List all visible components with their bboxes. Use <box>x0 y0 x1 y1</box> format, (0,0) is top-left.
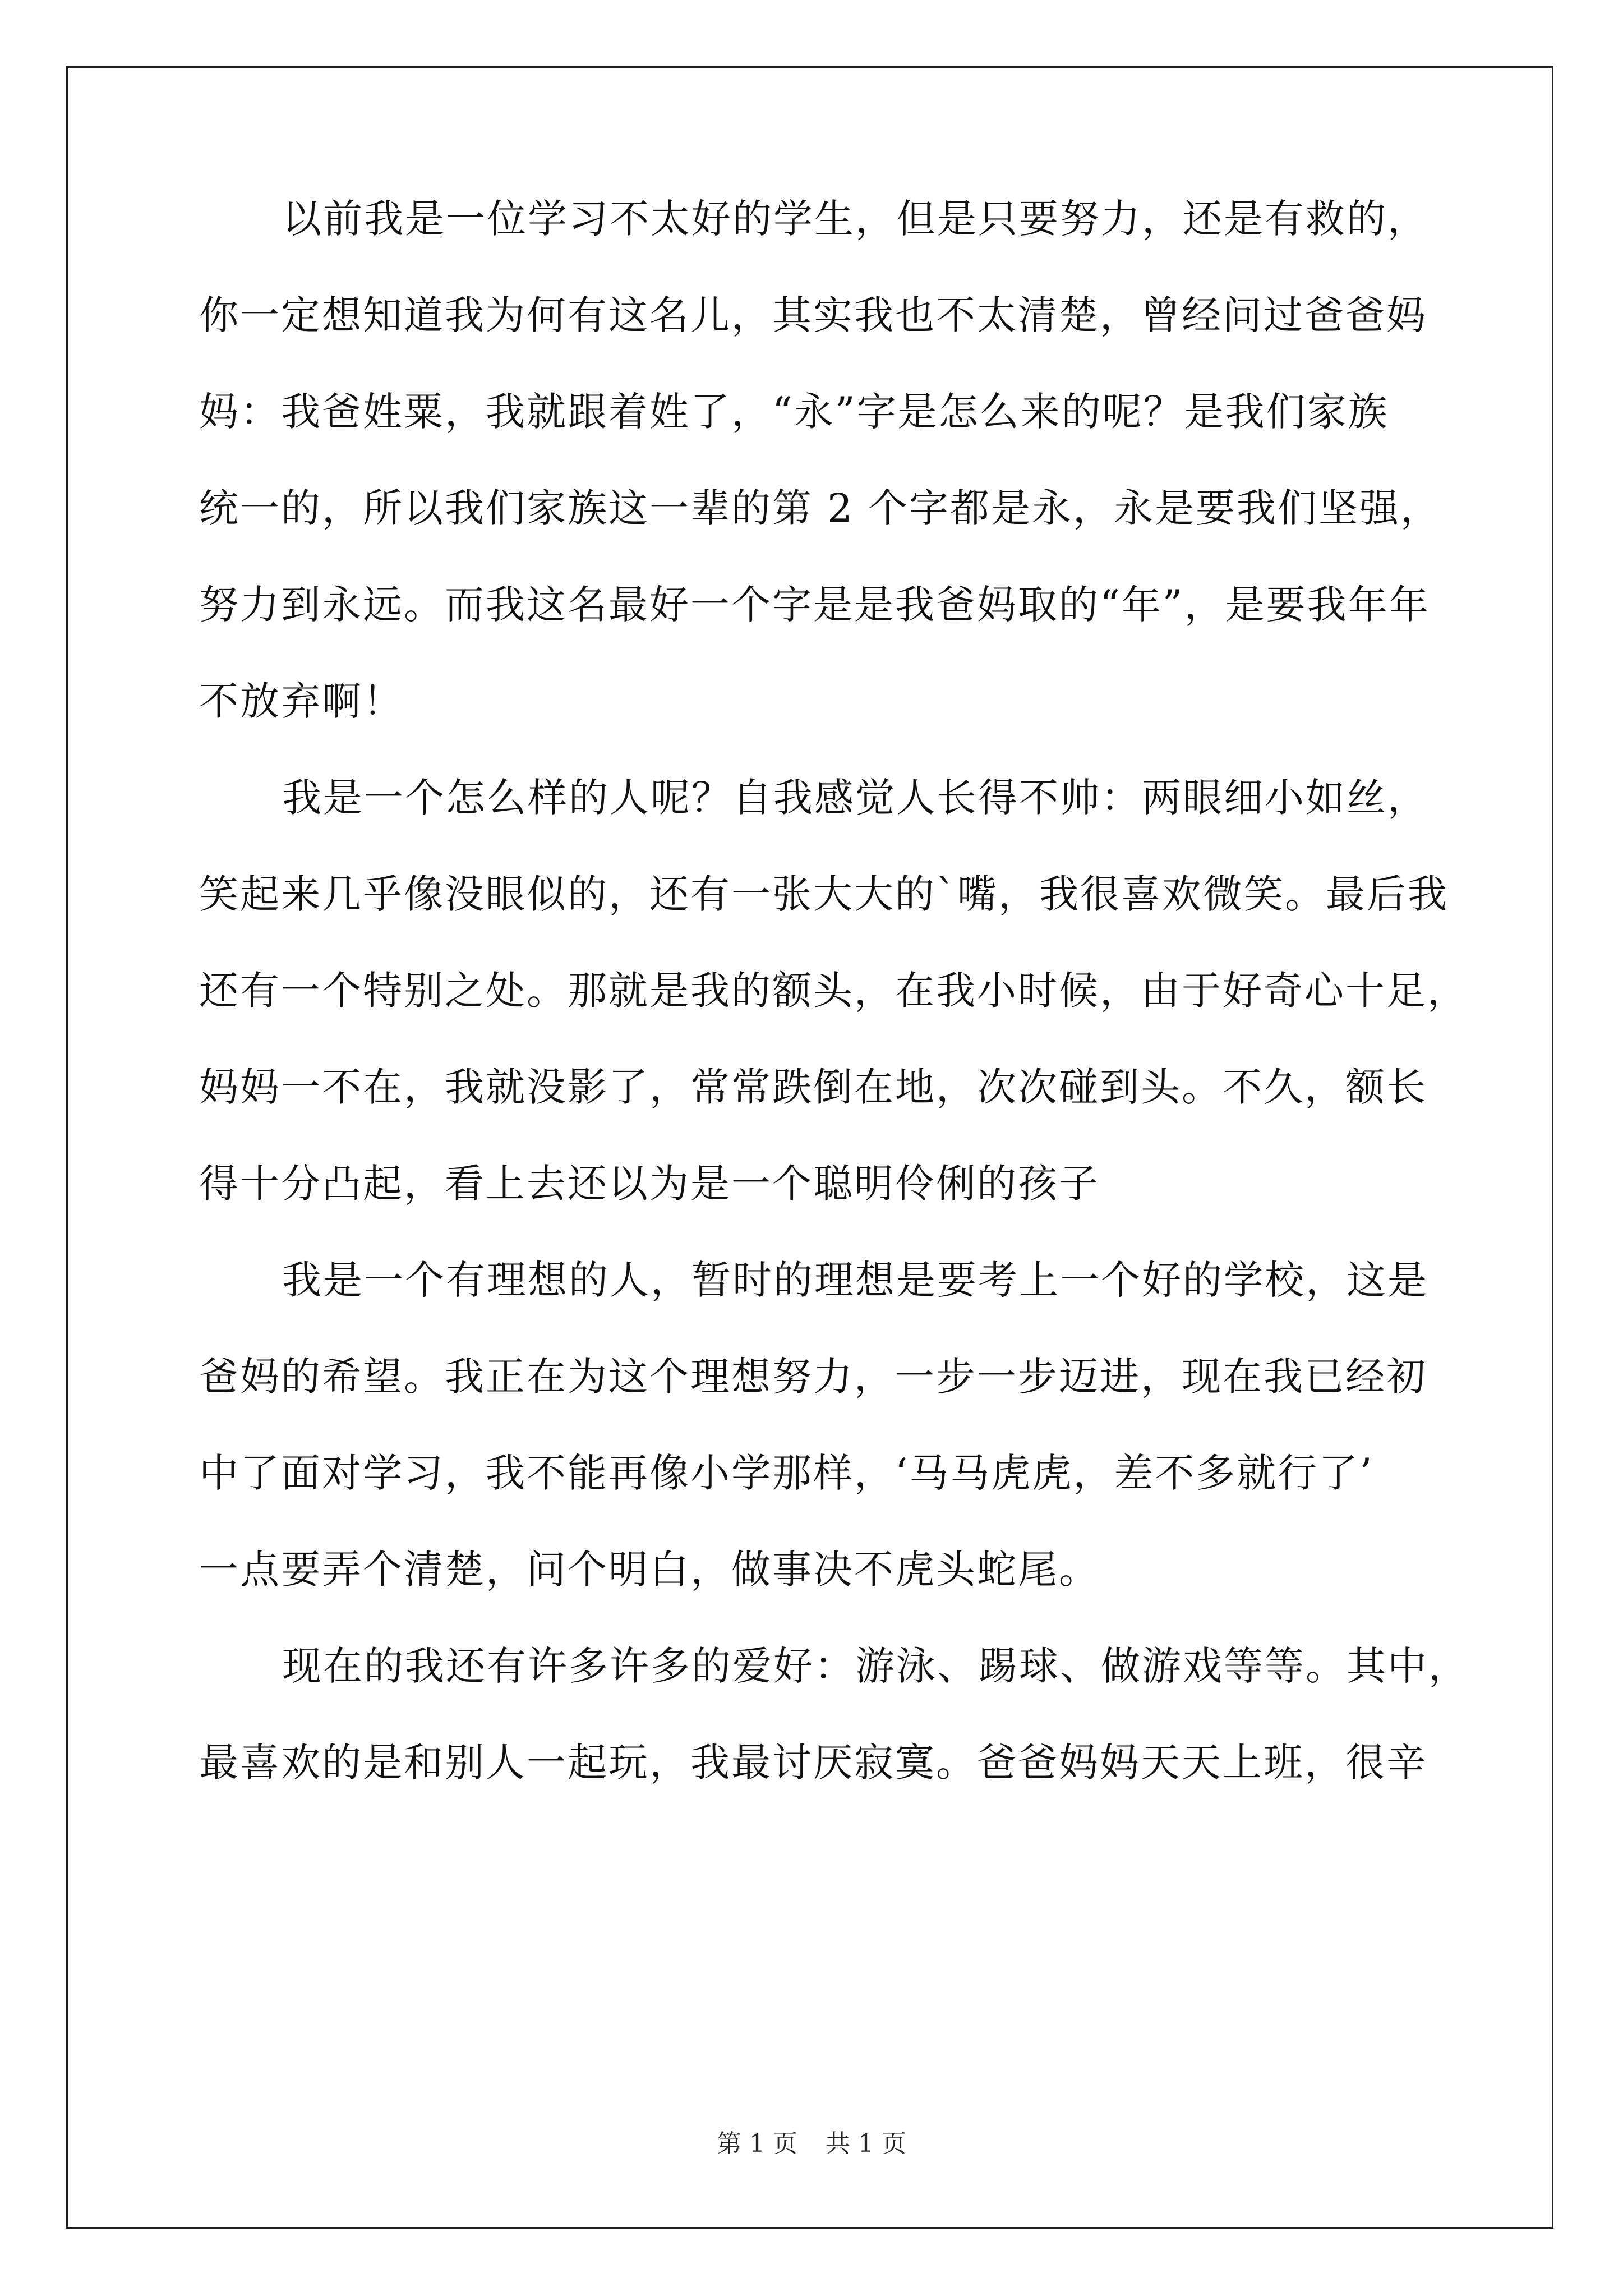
paragraph-line: 笑起来几乎像没眼似的，还有一张大大的`嘴，我很喜欢微笑。最后我 <box>199 871 1449 917</box>
paragraph-line: 努力到永远。而我这名最好一个字是是我爸妈取的“年”，是要我年年 <box>199 582 1430 628</box>
paragraph-line: 统一的，所以我们家族这一辈的第 2 个字都是永，永是要我们坚强， <box>199 485 1442 531</box>
paragraph-line: 我是一个怎么样的人呢？自我感觉人长得不帅：两眼细小如丝， <box>282 775 1428 821</box>
paragraph-line: 还有一个特别之处。那就是我的额头，在我小时候，由于好奇心十足， <box>199 968 1468 1014</box>
paragraph-line: 现在的我还有许多许多的爱好：游泳、踢球、做游戏等等。其中， <box>282 1643 1469 1689</box>
paragraph-line: 中了面对学习，我不能再像小学那样，‘马马虎虎，差不多就行了’ <box>199 1450 1374 1496</box>
paragraph-line: 一点要弄个清楚，问个明白，做事决不虎头蛇尾。 <box>199 1547 1100 1593</box>
page-total: 共 1 页 <box>826 2129 906 2158</box>
paragraph-line: 我是一个有理想的人，暂时的理想是要考上一个好的学校，这是 <box>282 1257 1428 1303</box>
paragraph-line: 你一定想知道我为何有这名儿，其实我也不太清楚，曾经问过爸爸妈 <box>199 292 1427 338</box>
paragraph-line: 不放弃啊！ <box>199 678 404 724</box>
paragraph-line: 爸妈的希望。我正在为这个理想努力，一步一步迈进，现在我已经初 <box>199 1354 1427 1400</box>
page-footer <box>0 2127 1623 2161</box>
page-number: 第 1 页 <box>717 2129 797 2158</box>
paragraph-line: 得十分凸起，看上去还以为是一个聪明伶俐的孩子 <box>199 1161 1100 1207</box>
paragraph-line: 以前我是一位学习不太好的学生，但是只要努力，还是有救的， <box>282 196 1428 242</box>
paragraph-line: 最喜欢的是和别人一起玩，我最讨厌寂寞。爸爸妈妈天天上班，很辛 <box>199 1740 1427 1786</box>
paragraph-line: 妈妈一不在，我就没影了，常常跌倒在地，次次碰到头。不久，额长 <box>199 1064 1427 1110</box>
paragraph-line: 妈：我爸姓粟，我就跟着姓了，“永”字是怎么来的呢？是我们家族 <box>199 389 1389 435</box>
